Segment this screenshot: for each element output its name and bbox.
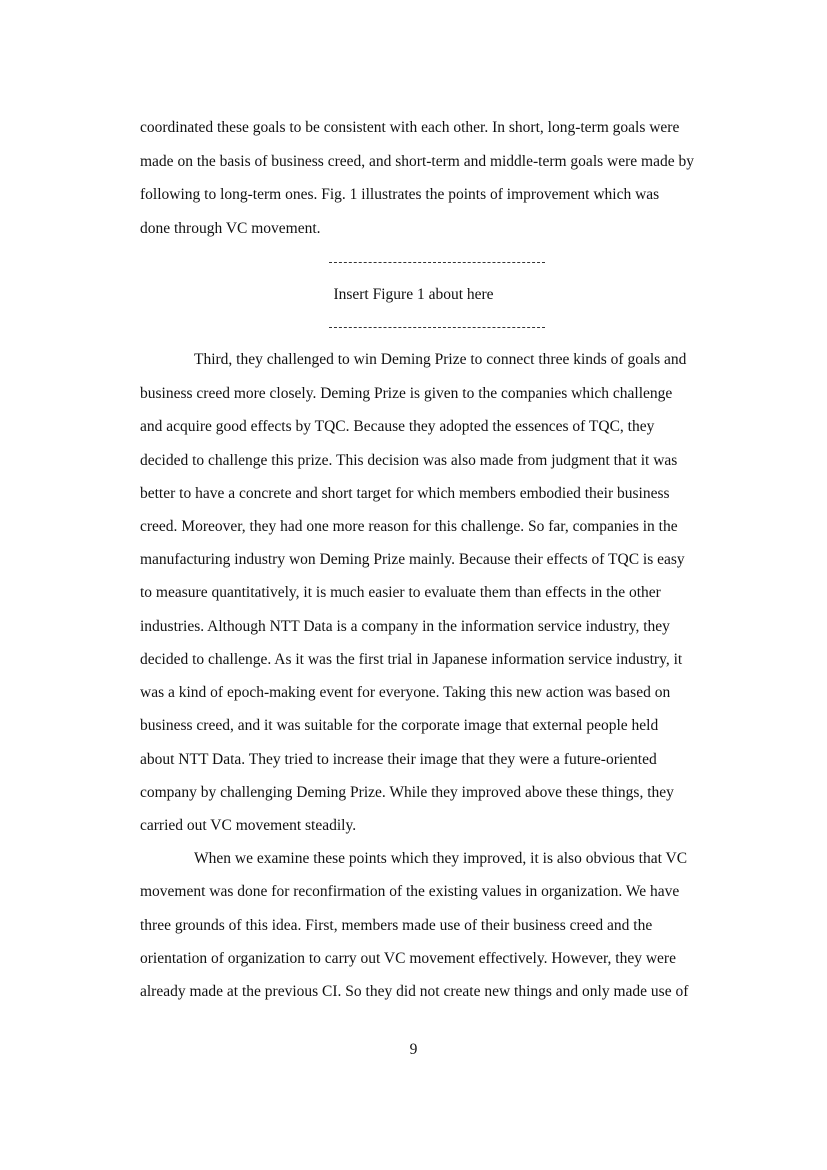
paragraph-2-line-15: carried out VC movement steadily. bbox=[140, 817, 357, 834]
paragraph-2-line-1: Third, they challenged to win Deming Prize to connect three kinds of goals and bbox=[194, 351, 687, 368]
paragraph-2-line-10: decided to challenge. As it was the first trial in Japanese information service industry, it bbox=[140, 651, 683, 668]
paragraph-1-line-3: following to long-term ones. Fig. 1 illustrates the points of improvement which was bbox=[140, 186, 660, 203]
figure-insert-note: Insert Figure 1 about here bbox=[333, 286, 494, 303]
paragraph-2-line-3: and acquire good effects by TQC. Because they adopted the essences of TQC, they bbox=[140, 418, 655, 435]
paragraph-2-line-2: business creed more closely. Deming Prize is given to the companies which challenge bbox=[140, 385, 673, 402]
paragraph-2-line-7: manufacturing industry won Deming Prize mainly. Because their effects of TQC is easy bbox=[140, 551, 685, 568]
paragraph-2-line-6: creed. Moreover, they had one more reason for this challenge. So far, companies in the bbox=[140, 518, 678, 535]
paragraph-3-line-2: movement was done for reconfirmation of the existing values in organization. We have bbox=[140, 883, 680, 900]
paragraph-2-line-9: industries. Although NTT Data is a company in the information service industry, they bbox=[140, 618, 670, 635]
paragraph-2-line-14: company by challenging Deming Prize. While they improved above these things, they bbox=[140, 784, 674, 801]
paragraph-3-line-3: three grounds of this idea. First, members made use of their business creed and the bbox=[140, 917, 653, 934]
dashed-rule-top bbox=[329, 262, 545, 263]
dashed-rule-bottom bbox=[329, 327, 545, 328]
paragraph-2-line-5: better to have a concrete and short target for which members embodied their business bbox=[140, 485, 670, 502]
paragraph-1-line-4: done through VC movement. bbox=[140, 220, 321, 237]
paragraph-1-line-1: coordinated these goals to be consistent with each other. In short, long-term goals were bbox=[140, 119, 680, 136]
paragraph-2-line-11: was a kind of epoch-making event for everyone. Taking this new action was based on bbox=[140, 684, 671, 701]
paragraph-2-line-12: business creed, and it was suitable for the corporate image that external people held bbox=[140, 717, 659, 734]
paragraph-2-line-8: to measure quantitatively, it is much easier to evaluate them than effects in the other bbox=[140, 584, 661, 601]
page-number: 9 bbox=[409, 1041, 418, 1058]
paragraph-2-line-13: about NTT Data. They tried to increase their image that they were a future-oriented bbox=[140, 751, 657, 768]
paragraph-3-line-1: When we examine these points which they improved, it is also obvious that VC bbox=[194, 850, 688, 867]
paragraph-3-line-5: already made at the previous CI. So they did not create new things and only made use of bbox=[140, 983, 689, 1000]
paragraph-1-line-2: made on the basis of business creed, and short-term and middle-term goals were made by bbox=[140, 153, 694, 170]
paragraph-2-line-4: decided to challenge this prize. This decision was also made from judgment that it was bbox=[140, 452, 678, 469]
paragraph-3-line-4: orientation of organization to carry out VC movement effectively. However, they were bbox=[140, 950, 676, 967]
